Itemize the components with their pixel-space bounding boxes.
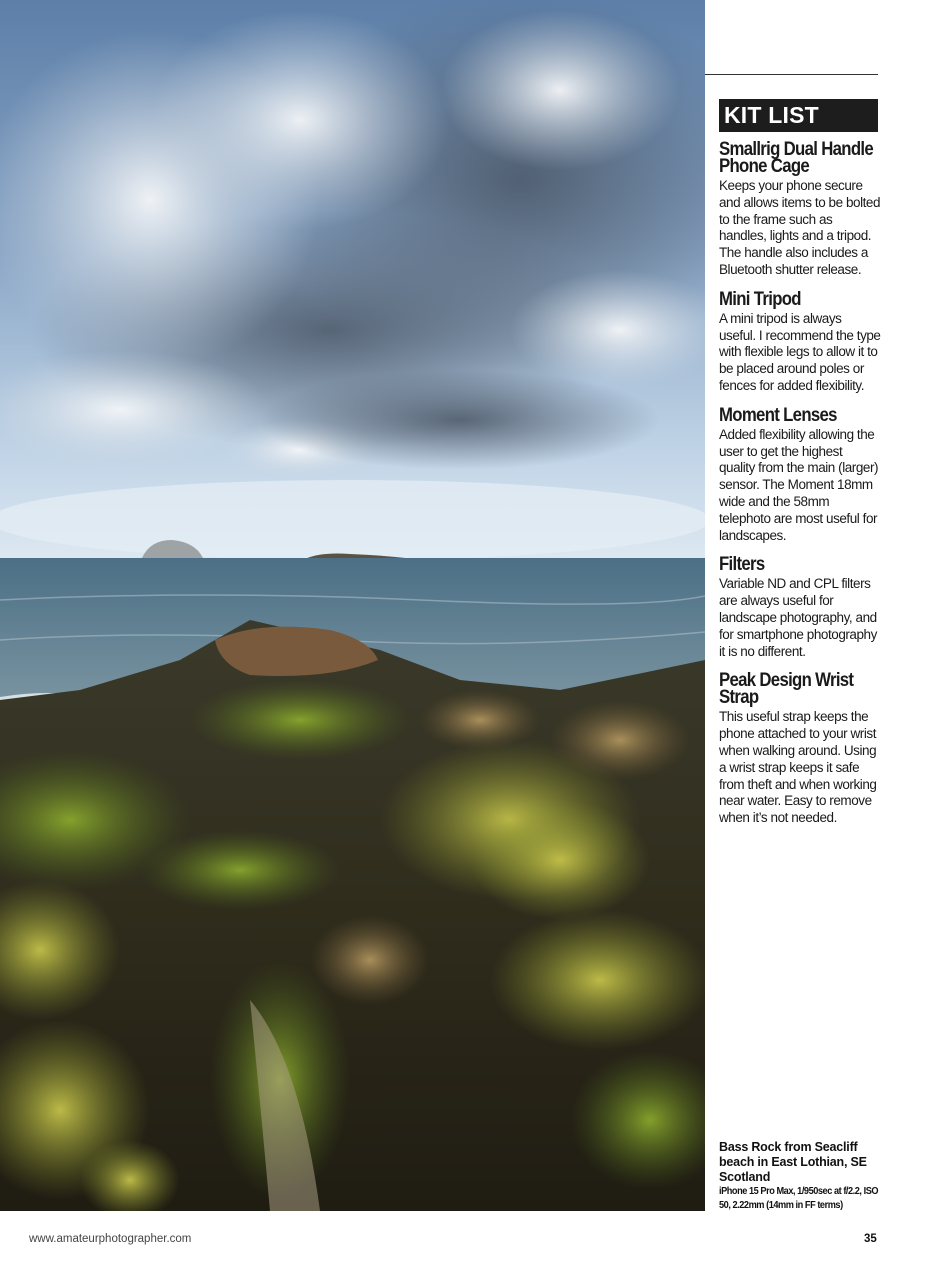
caption-title: Bass Rock from Seacliff beach in East Lothian, SE Scotland [719, 1140, 867, 1184]
kit-item-title: Peak Design Wrist Strap [719, 669, 854, 709]
kit-item-body: This useful strap keeps the phone attached to your wrist when walking around. Using a wrist strap keeps it safe from theft and when working near water. Easy to remove when it’s not needed. [719, 709, 877, 826]
kit-list-heading: KIT LIST [719, 99, 878, 132]
kit-item-title: Smallrig Dual Handle Phone Cage [719, 138, 873, 177]
top-divider [705, 74, 878, 75]
photo-caption [719, 1140, 884, 1213]
caption-details: iPhone 15 Pro Max, 1/950sec at f/2.2, ISO 50, 2.22mm (14mm in FF terms) [719, 1186, 879, 1211]
kit-item-title: Moment Lenses [719, 403, 837, 426]
kit-item-body: A mini tripod is always useful. I recommend the type with flexible legs to allow it to be placed around poles or fences for added flexibility. [719, 310, 881, 393]
kit-item-moment-lenses [719, 403, 881, 545]
kit-item-title: Filters [719, 553, 765, 576]
kit-item-wrist-strap [719, 669, 881, 827]
kit-item-filters [719, 553, 881, 660]
kit-item-mini-tripod [719, 287, 881, 395]
kit-item-body: Keeps your phone secure and allows items to be bolted to the frame such as handles, lights and a tripod. The handle also includes a Bluetooth shutter release. [719, 178, 881, 277]
kit-item-body: Variable ND and CPL filters are always useful for landscape photography, and for smartphone photography it is no different. [719, 576, 877, 659]
kit-list [719, 138, 881, 839]
kit-item-smallrig [719, 138, 881, 279]
kit-item-body: Added flexibility allowing the user to get the highest quality from the main (larger) sensor. The Moment 18mm wide and the 58mm telephoto are most useful for landscapes. [719, 426, 879, 543]
kit-item-title: Mini Tripod [719, 287, 801, 310]
page-number: 35 [864, 1233, 877, 1245]
footer-url: www.amateurphotographer.com [29, 1233, 192, 1245]
